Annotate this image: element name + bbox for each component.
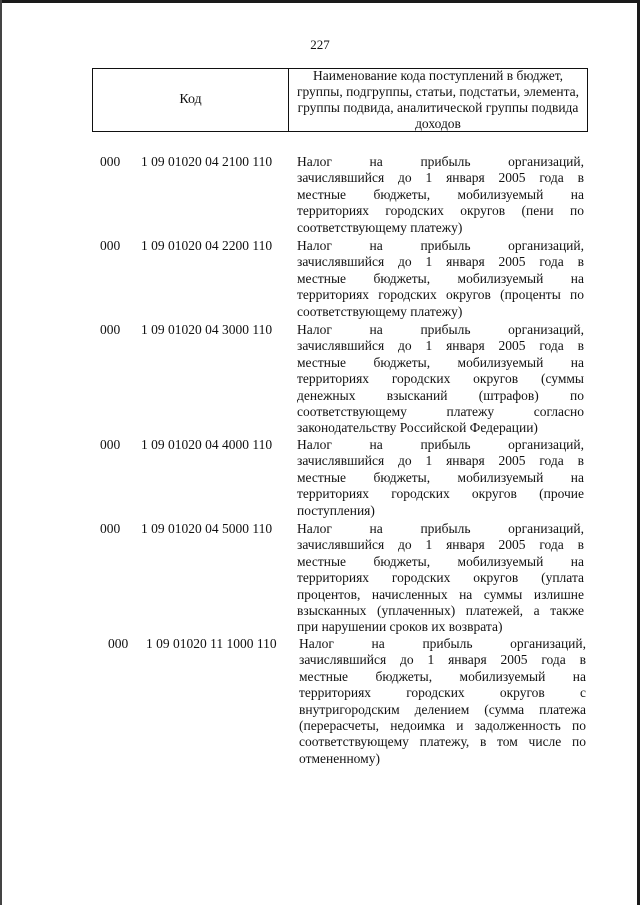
admin-code: 000 [100,238,121,253]
description-line: Налог на прибыль организаций, [297,154,584,169]
description-line: территориях городских округов (уплата [297,570,584,586]
description-line: Налог на прибыль организаций, [297,521,584,536]
code-description [297,322,584,437]
description-line: денежных взысканий (штрафов) по [297,387,584,403]
description-line: территориях городских округов (прочие [297,486,584,502]
admin-code: 000 [100,437,121,452]
budget-code: 1 09 01020 04 5000 110 [141,521,273,536]
description-line: территориях городских округов (суммы [297,371,584,387]
scan-edge-left [0,0,2,905]
budget-code: 1 09 01020 04 3000 110 [141,322,273,337]
description-line: Налог на прибыль организаций, [299,636,586,651]
admin-code: 000 [100,322,121,337]
budget-code: 1 09 01020 04 4000 110 [141,437,273,452]
description-line: местные бюджеты, мобилизуемый на [297,354,584,370]
description-line: зачислявшийся до 1 января 2005 года в [299,652,586,668]
description-line: законодательству Российской Федерации) [297,420,538,436]
description-line: (перерасчеты, недоимка и задолженность по [299,718,586,734]
description-line: соответствующему платежу, в том числе по [299,734,586,750]
description-line: местные бюджеты, мобилизуемый на [297,469,584,485]
description-line: при нарушении сроков их возврата) [297,619,503,635]
code-description [297,437,584,519]
admin-code: 000 [108,636,129,651]
description-line: Налог на прибыль организаций, [297,238,584,253]
code-description [297,238,584,320]
description-line: поступления) [297,502,375,518]
description-line: внутригородским делением (сумма платежа [299,701,586,717]
description-line: территориях городских округов (проценты по [297,287,584,303]
description-line: местные бюджеты, мобилизуемый на [299,668,586,684]
description-line: Налог на прибыль организаций, [297,322,584,337]
description-line: территориях городских округов (пени по [297,203,584,219]
header-code-cell: Код [93,69,289,131]
description-line: местные бюджеты, мобилизуемый на [297,270,584,286]
description-line: территориях городских округов с [299,685,586,701]
code-description [297,521,584,636]
description-line: зачислявшийся до 1 января 2005 года в [297,537,584,553]
description-line: местные бюджеты, мобилизуемый на [297,553,584,569]
description-line: взысканных (уплаченных) платежей, а также [297,603,584,619]
description-line: зачислявшийся до 1 января 2005 года в [297,453,584,469]
description-line: отмененному) [299,750,380,766]
description-line: процентов, начисленных на суммы излишне [297,586,584,602]
description-line: зачислявшийся до 1 января 2005 года в [297,254,584,270]
description-line: Налог на прибыль организаций, [297,437,584,452]
page-number: 227 [310,37,330,52]
description-line: зачислявшийся до 1 января 2005 года в [297,170,584,186]
header-name-cell: Наименование кода поступлений в бюджет, группы, подгруппы, статьи, подстатьи, элемента, группы подвида, аналитической группы подвида доходов [296,68,580,131]
admin-code: 000 [100,154,121,169]
budget-code: 1 09 01020 04 2200 110 [141,238,273,253]
description-line: зачислявшийся до 1 января 2005 года в [297,338,584,354]
code-description [297,154,584,236]
admin-code: 000 [100,521,121,536]
description-line: соответствующему платежу согласно [297,404,584,420]
description-line: соответствующему платежу) [297,303,463,319]
budget-code: 1 09 01020 04 2100 110 [141,154,273,169]
table-header [92,68,588,132]
budget-code: 1 09 01020 11 1000 110 [146,636,277,651]
description-line: местные бюджеты, мобилизуемый на [297,186,584,202]
code-description [299,636,586,767]
scan-edge-top [0,0,640,3]
description-line: соответствующему платежу) [297,219,463,235]
